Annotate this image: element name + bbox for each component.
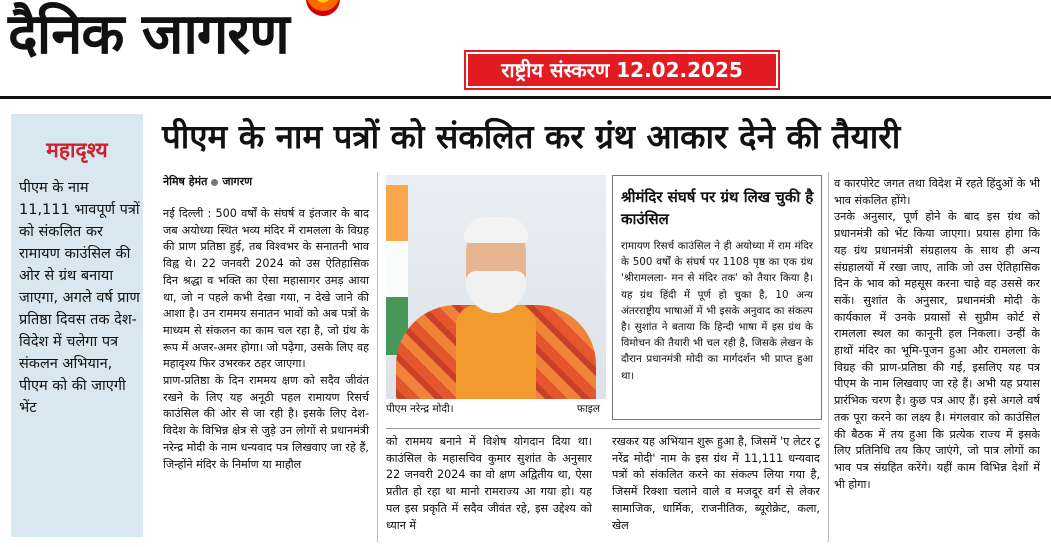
byline-paper: जागरण [222,175,253,188]
column-divider [377,172,378,542]
masthead-rule [0,96,1051,99]
sidebar-body: पीएम के नाम 11,111 भावपूर्ण पत्रों को संकलित कर रामायण काउंसिल की ओर से ग्रंथ बनाया जाएगा, अगले वर्ष प्राण प्रतिष्ठा दिवस तक देश-विदेश में चलेगा पत्र संकलन अभियान, पीएम को की जाएगी भेंट [19,180,140,416]
masthead-title: दैनिक जागरण [8,1,289,67]
sidebar-story-box [612,175,822,420]
sidebar-title: महादृश्य [46,138,108,162]
article-column-1: नई दिल्ली : 500 वर्षों के संघर्ष व इंतजार के बाद जब अयोध्या स्थित भव्य मंदिर में रामलला के विग्रह की प्राण प्रतिष्ठा हुई, तब विश्वभर के सनातनी भाव विह्व थे। 22 जनवरी 2024 को उस ऐतिहासिक दिन श्रद्धा व भक्ति का ऐसा महासागर उमड़ आया था, जो न पहले कभी देखा गया, न देखे जाने की आशा है। उन राममय सनातन भावों को अब पत्रों के माध्यम से संकलन का काम चल रहा है, जो ग्रंथ के रूप में अजर-अमर होगा। जो पढ़ेगा, उसके लिए वह महादृश्य फिर उभरकर ठहर जाएगा। प्राण-प्रतिष्ठा के दिन राममय क्षण को सदैव जीवंत रखने के लिए यह अनूठी पहल रामायण रिसर्च काउंसिल की ओर से जा रही है। इसके लिए देश-विदेश के विभिन्न क्षेत्र से जुड़े उन लोगों से प्रधानमंत्री नरेन्द्र मोदी के नाम धन्यवाद पत्र लिखवाए जा रहे हैं, जिन्होंने मंदिर के निर्माण या माहौल [163,207,369,471]
article-column-4: व कारपोरेट जगत तथा विदेश में रहते हिंदुओं के भी भाव संकलित होंगे। उनके अनुसार, पूर्ण होने के बाद इस ग्रंथ को प्रधानमंत्री को भेंट किया जाएगा। प्रयास होगा कि यह ग्रंथ प्रधानमंत्री संग्रहालय के साथ ही अन्य संग्रहालयों में रखा जाए, ताकि जो उस ऐतिहासिक दिन के भाव को महसूस करना चाहे वह उससे कर सकें। सुशांत के अनुसार, प्रधानमंत्री मोदी के कार्यकाल में उनके प्रयासों से सुप्रीम कोर्ट से रामलला स्थल का कानूनी हल निकला। उन्हीं के हाथों मंदिर का भूमि-पूजन हुआ और रामलला के विग्रह की प्राण-प्रतिष्ठा की गई, इसलिए यह पत्र पीएम के नाम लिखवाए जा रहे हैं। अभी यह प्रयास प्रारंभिक चरण है। कुछ पत्र आए हैं। इसे अगले वर्ष तक पूरा करने का लक्ष्य है। मंगलवार को काउंसिल की बैठक में तय हुआ कि प्रत्येक राज्य में इसके लिए प्रतिनिधि तय किए जाएंगे, जो पात्र लोगों का भाव पत्र संग्रहित करेंगे। यहीं काम विभिन्न देशों में भी होगा। [834,177,1040,491]
article-column-2: को राममय बनाने में विशेष योगदान दिया था। काउंसिल के महासचिव कुमार सुशांत के अनुसार 22 जनवरी 2024 का वो क्षण अद्वितीय था, ऐसा प्रतीत हो रहा था मानो रामराज्य आ गया हो। यह पल इस प्रकृति में सदैव जीवंत रहे, इस उद्देश्य को ध्यान में [386,435,592,532]
kurta-graphic [456,305,536,399]
byline [163,174,252,189]
sidebar-box [11,114,143,537]
column-divider-right [828,172,829,542]
flag-graphic [386,185,408,355]
photo-credit: फाइल [576,403,600,415]
box-title: श्रीमंदिर संघर्ष पर ग्रंथ लिख चुकी है काउंसिल [621,188,814,228]
lower-rule [386,428,820,429]
photo-caption [386,402,606,416]
hair-graphic [464,217,528,243]
article-column-3: रखकर यह अभियान शुरू हुआ है, जिसमें 'ए लेटर टू नरेंद्र मोदी' नाम के इस ग्रंथ में 11,111 धन्यवाद पत्रों को संकलित करने का संकल्प लिया गया है, जिसमें रिक्शा चलाने वाले व मजदूर वर्ग से लेकर सामाजिक, धार्मिक, राजनीतिक, ब्यूरोक्रेट, कला, खेल [612,435,820,532]
article-headline: पीएम के नाम पत्रों को संकलित कर ग्रंथ आकार देने की तैयारी [162,117,901,156]
article-photo [386,175,606,399]
byline-author: नेमिष हेमंत [163,175,208,188]
sun-logo-icon [306,0,340,16]
photo-caption-text: पीएम नरेन्द्र मोदी। [386,403,454,415]
byline-dot-icon [211,179,218,186]
edition-badge: राष्ट्रीय संस्करण 12.02.2025 [466,52,778,88]
box-body: रामायण रिसर्च काउंसिल ने ही अयोध्या में राम मंदिर के 500 वर्षों के संघर्ष पर 1108 पृष्ठ का एक ग्रंथ 'श्रीरामलला- मन से मंदिर तक' को तैयार किया है। यह ग्रंथ हिंदी में पूर्ण हो चुका है, 10 अन्य अंतरराष्ट्रीय भाषाओं में भी इसके अनुवाद का संकल्प है। सुशांत ने बताया कि हिन्दी भाषा में इस ग्रंथ के विमोचन की तैयारी भी चल रही है, जिसके लेखन के दौरान प्रधानमंत्री मोदी का मार्गदर्शन भी प्राप्त हुआ था। [621,240,813,382]
